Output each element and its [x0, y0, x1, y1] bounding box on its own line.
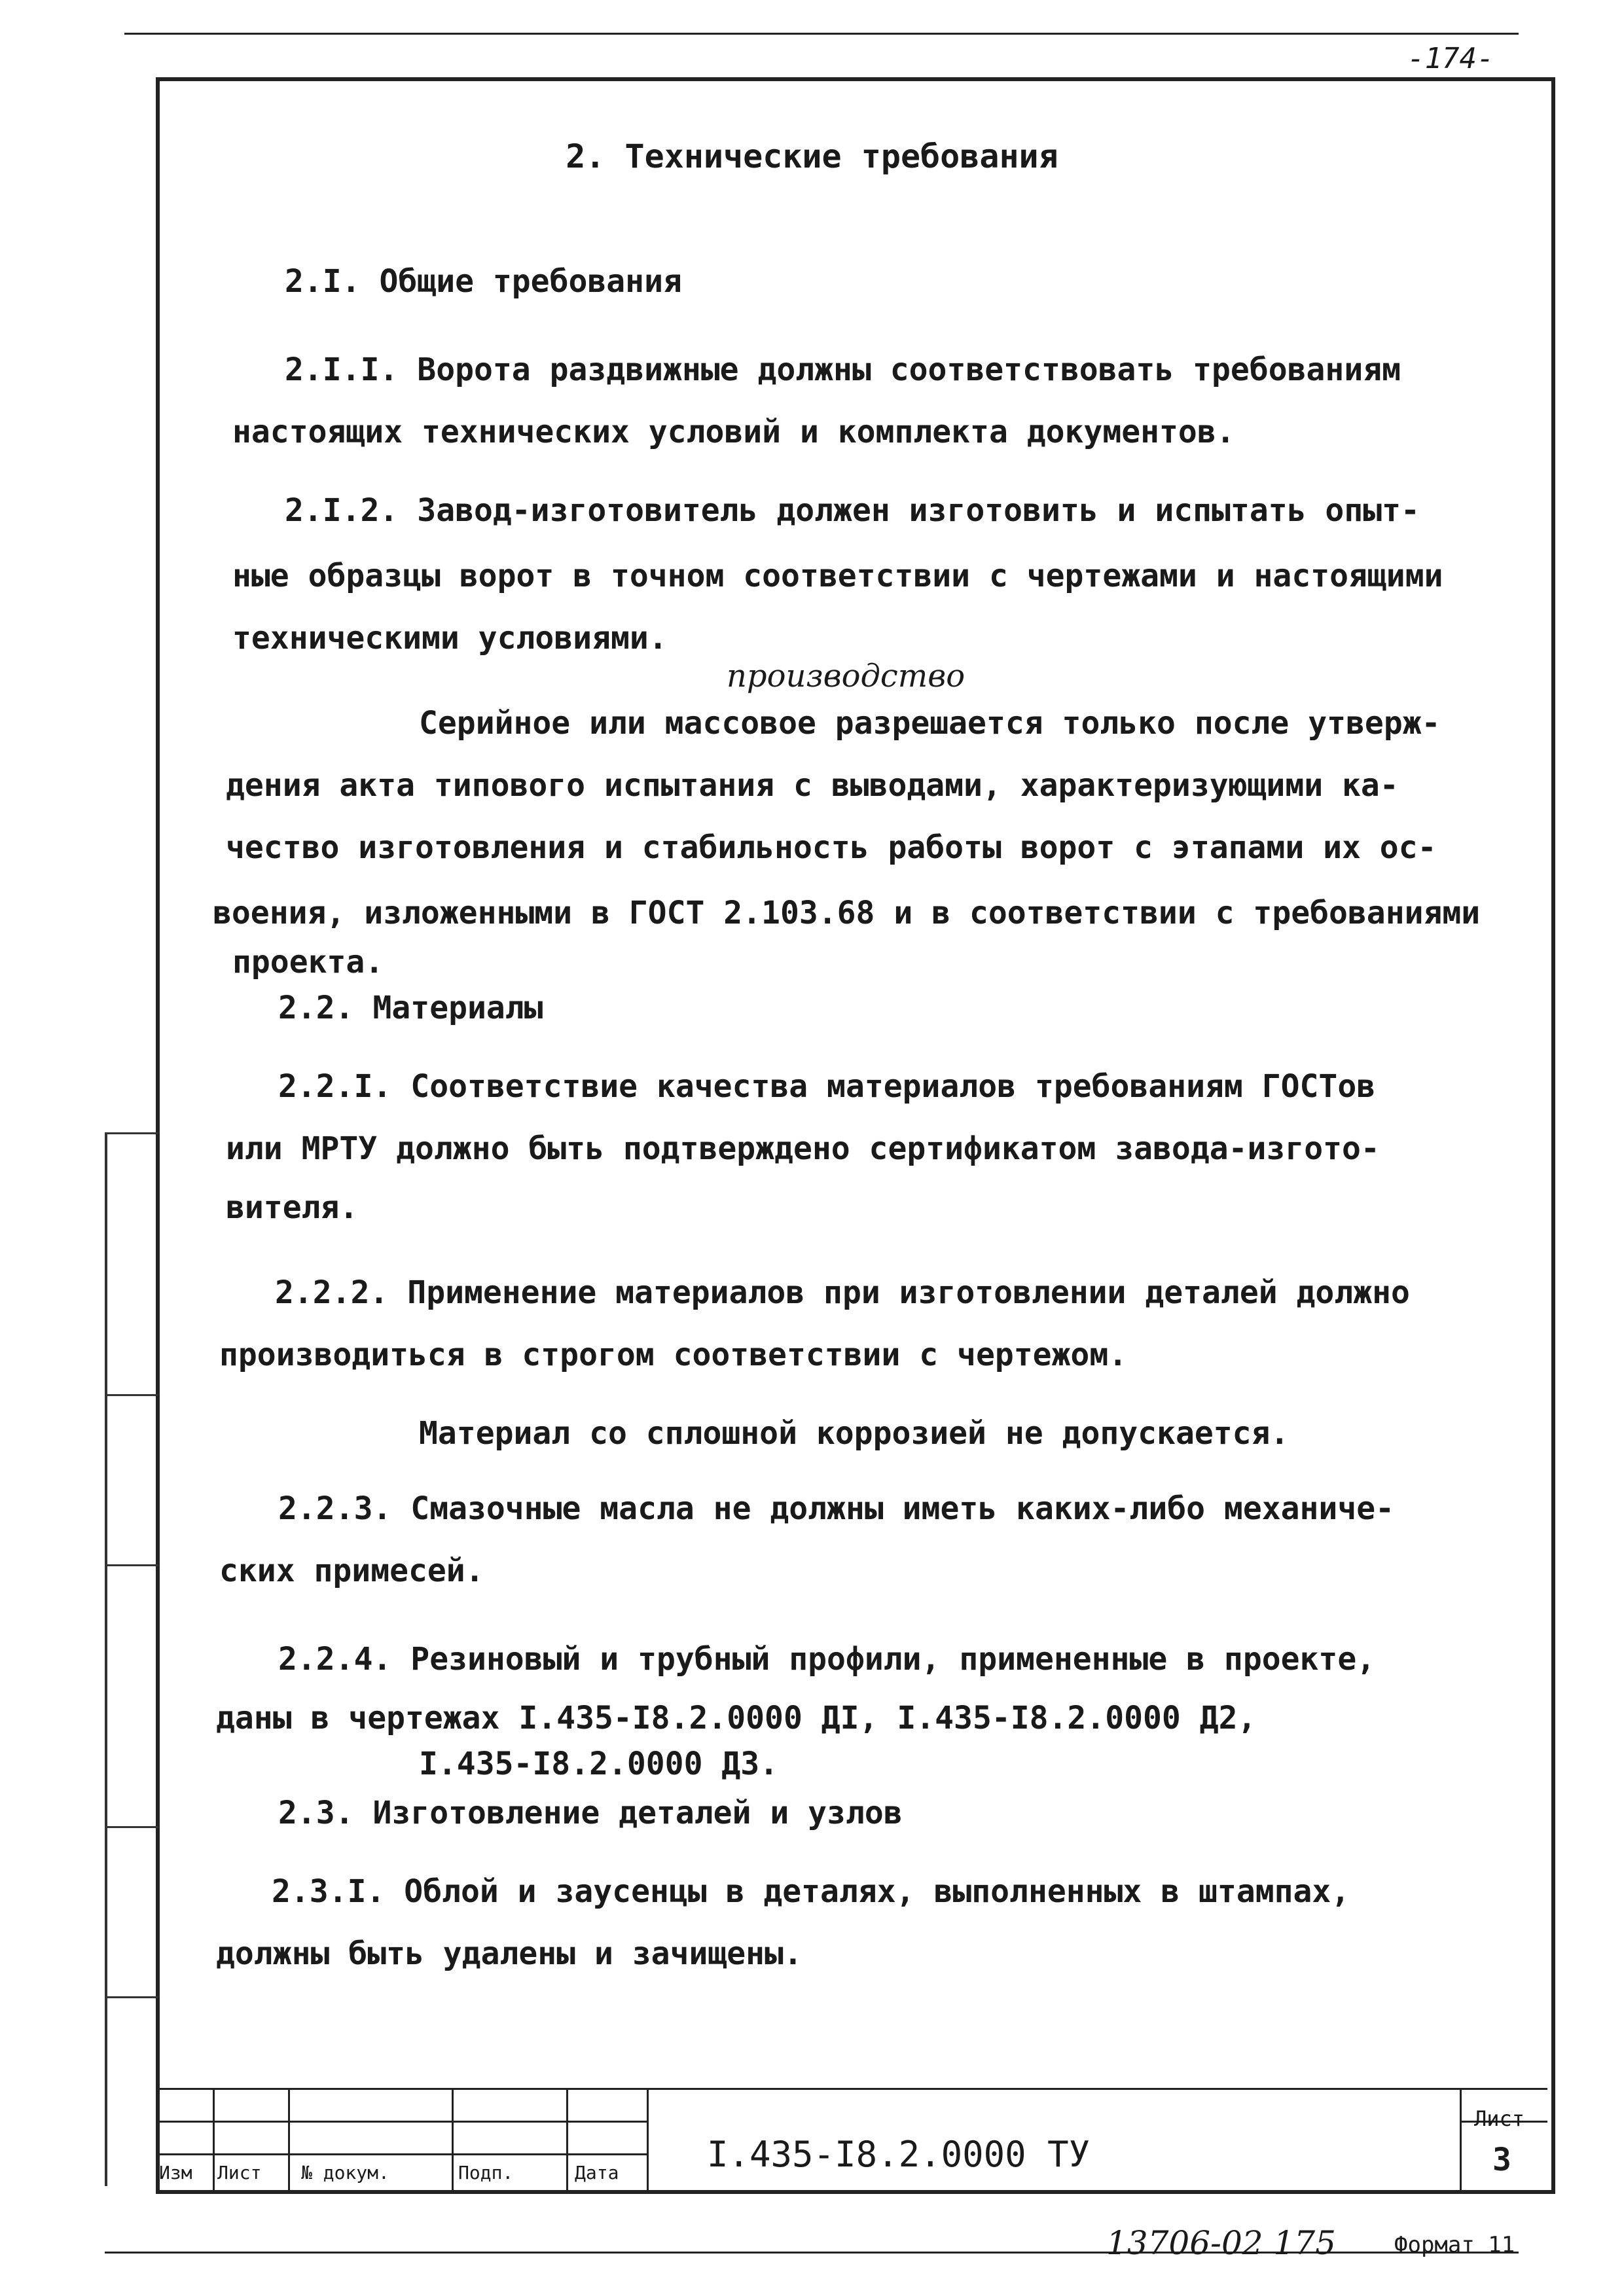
- col-data-label: Дата: [575, 2162, 619, 2183]
- title-block-col-line: [647, 2088, 649, 2190]
- paragraph-line: или МРТУ должно быть подтверждено сертификатом завода-изгото-: [226, 1130, 1380, 1167]
- title-block-col-line: [213, 2088, 215, 2190]
- document-designation: I.435-I8.2.0000 ТУ: [707, 2134, 1091, 2175]
- paragraph-line: даны в чертежах I.435-I8.2.0000 ДI, I.435-I8.2.0000 Д2,: [216, 1700, 1257, 1736]
- title-block-col-line: [452, 2088, 454, 2190]
- paragraph-line: воения, изложенными в ГОСТ 2.103.68 и в соответствии с требованиями: [213, 895, 1481, 931]
- strip-line: [107, 1996, 158, 1998]
- handwritten-insert: производство: [727, 658, 965, 694]
- section-heading: 2.3. Изготовление деталей и узлов: [278, 1795, 903, 1831]
- sheet-number: 3: [1492, 2142, 1511, 2178]
- paragraph-line: 2.2.4. Резиновый и трубный профили, примененные в проекте,: [278, 1641, 1376, 1678]
- sheet-label: Лист: [1474, 2106, 1525, 2131]
- section-heading: 2.I. Общие требования: [285, 263, 682, 300]
- strip-line: [107, 1564, 158, 1566]
- page-number: -174-: [1407, 42, 1494, 75]
- paragraph-line: должны быть удалены и зачищены.: [216, 1935, 803, 1972]
- col-doc-label: № докум.: [301, 2162, 389, 2183]
- paragraph-line: 2.2.I. Соответствие качества материалов требованиям ГОСТов: [278, 1068, 1376, 1105]
- page-title: 2. Технические требования: [566, 137, 1058, 175]
- paragraph-line: 2.I.I. Ворота раздвижные должны соответствовать требованиям: [285, 351, 1401, 388]
- title-block-row-line: [156, 2121, 648, 2123]
- paragraph-line: дения акта типового испытания с выводами, характеризующими ка-: [226, 767, 1399, 804]
- section-heading: 2.2. Материалы: [278, 990, 543, 1026]
- paragraph-line: I.435-I8.2.0000 Д3.: [419, 1746, 779, 1782]
- strip-line: [107, 1132, 158, 1134]
- paragraph-line: ских примесей.: [219, 1553, 484, 1589]
- strip-line: [107, 1826, 158, 1828]
- paragraph-line: вителя.: [226, 1189, 359, 1226]
- title-block-top-line: [156, 2088, 1547, 2090]
- col-list-label: Лист: [217, 2162, 262, 2183]
- binding-strip: [105, 1132, 158, 2186]
- archive-number: 13706-02 175: [1106, 2224, 1336, 2262]
- paragraph-line: проекта.: [232, 944, 384, 980]
- paragraph-line: производиться в строгом соответствии с чертежом.: [219, 1337, 1128, 1373]
- strip-line: [107, 1394, 158, 1396]
- title-block-col-line: [288, 2088, 290, 2190]
- paragraph-line: Серийное или массовое разрешается только после утверж-: [419, 705, 1441, 742]
- title-block-col-line: [1460, 2088, 1462, 2190]
- title-block-row-line: [156, 2153, 648, 2155]
- paragraph-line: настоящих технических условий и комплекта документов.: [232, 414, 1235, 450]
- paragraph-line: 2.2.3. Смазочные масла не должны иметь каких-либо механиче-: [278, 1490, 1395, 1527]
- paragraph-line: 2.3.I. Облой и заусенцы в деталях, выполненных в штампах,: [272, 1873, 1350, 1910]
- title-block-col-line: [566, 2088, 568, 2190]
- format-label: Формат 11: [1394, 2232, 1515, 2258]
- col-podp-label: Подп.: [458, 2162, 514, 2183]
- top-rule: [124, 33, 1519, 35]
- col-izm-label: Изм: [159, 2162, 192, 2183]
- paragraph-line: 2.2.2. Применение материалов при изготовлении деталей должно: [275, 1274, 1410, 1311]
- paragraph-line: Материал со сплошной коррозией не допускается.: [419, 1415, 1290, 1452]
- paragraph-line: чество изготовления и стабильность работы ворот с этапами их ос-: [226, 829, 1437, 866]
- paragraph-line: техническими условиями.: [232, 620, 668, 656]
- paragraph-line: ные образцы ворот в точном соответствии с чертежами и настоящими: [232, 558, 1443, 594]
- paragraph-line: 2.I.2. Завод-изготовитель должен изготовить и испытать опыт-: [285, 492, 1420, 529]
